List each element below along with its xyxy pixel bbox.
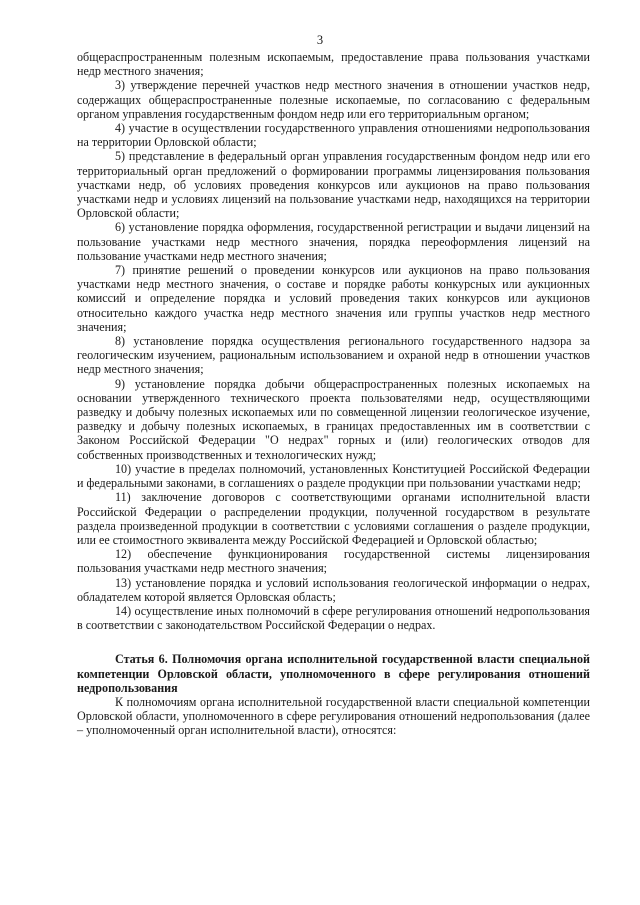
paragraph-item-11: 11) заключение договоров с соответствующими органами исполнительной власти Российской Федерации о распределении продукции, полученной государством в результате раздела произведенной продукции в соответствии с условиями соглашения о разделе продукции, или ее стоимостного эквивалента между Российской Федерацией и Орловской областью; — [77, 490, 590, 547]
paragraph-item-5: 5) представление в федеральный орган управления государственным фондом недр или его территориальный орган предложений о формировании программы лицензирования пользования участками недр, об условиях проведения конкурсов или аукционов на право пользования участками недр и условиях лицензий на пользование участками недр, находящихся на территории Орловской области; — [77, 149, 590, 221]
paragraph-item-4: 4) участие в осуществлении государственного управления отношениями недропользования на территории Орловской области; — [77, 121, 590, 150]
article-6-heading: Статья 6. Полномочия органа исполнительной государственной власти специальной компетенции Орловской области, уполномоченного в сфере регулирования отношений недропользования — [77, 652, 590, 695]
paragraph-item-9: 9) установление порядка добычи общераспространенных полезных ископаемых на основании утвержденного технического проекта пользователями недр, осуществляющими разведку и добычу полезных ископаемых или по совмещенной лицензии геологическое изучение, разведку и добычу полезных ископаемых, в границах предоставленных им в соответствии с Законом Российской Федерации "О недрах" горных и (или) геологических отводов для собственных производственных и технологических нужд; — [77, 376, 590, 462]
paragraph-item-13: 13) установление порядка и условий использования геологической информации о недрах, обладателем которой является Орловская область; — [77, 575, 590, 604]
page-number: 3 — [316, 33, 324, 47]
paragraph-item-10: 10) участие в пределах полномочий, установленных Конституцией Российской Федерации и федеральными законами, в соглашениях о разделе продукции при пользовании участками недр; — [77, 461, 590, 491]
paragraph-item-6: 6) установление порядка оформления, государственной регистрации и выдачи лицензий на пользование участками недр местного значения, порядка переоформления лицензий на пользование участками недр местного значения; — [77, 220, 590, 263]
paragraph-item-12: 12) обеспечение функционирования государственной системы лицензирования пользования участками недр местного значения; — [77, 547, 590, 576]
paragraph-item-7: 7) принятие решений о проведении конкурсов или аукционов на право пользования участками недр местного значения, о составе и порядке работы конкурсных или аукционных комиссий и определение порядка и условий проведения таких конкурсов или аукционов относительно каждого участка недр местного значения или группы участков недр местного значения; — [77, 263, 590, 334]
document-body — [77, 50, 590, 738]
paragraph-item-8: 8) установление порядка осуществления регионального государственного надзора за геологическим изучением, рациональным использованием и охраной недр в отношении участков недр местного значения; — [77, 334, 590, 377]
paragraph-item-3: 3) утверждение перечней участков недр местного значения в отношении участков недр, содержащих общераспространенные полезные ископаемые, по согласованию с федеральным органом управления государственным фондом недр или его территориальным органом; — [77, 78, 590, 121]
article-6-intro-paragraph: К полномочиям органа исполнительной государственной власти специальной компетенции Орловской области, уполномоченного в сфере регулирования отношений недропользования (далее – уполномоченный орган исполнительной власти), относятся: — [77, 694, 590, 738]
paragraph-continuation: общераспространенным полезным ископаемым, предоставление права пользования участками недр местного значения; — [77, 50, 590, 79]
paragraph-item-14: 14) осуществление иных полномочий в сфере регулирования отношений недропользования в соответствии с законодательством Российской Федерации о недрах. — [77, 603, 590, 633]
